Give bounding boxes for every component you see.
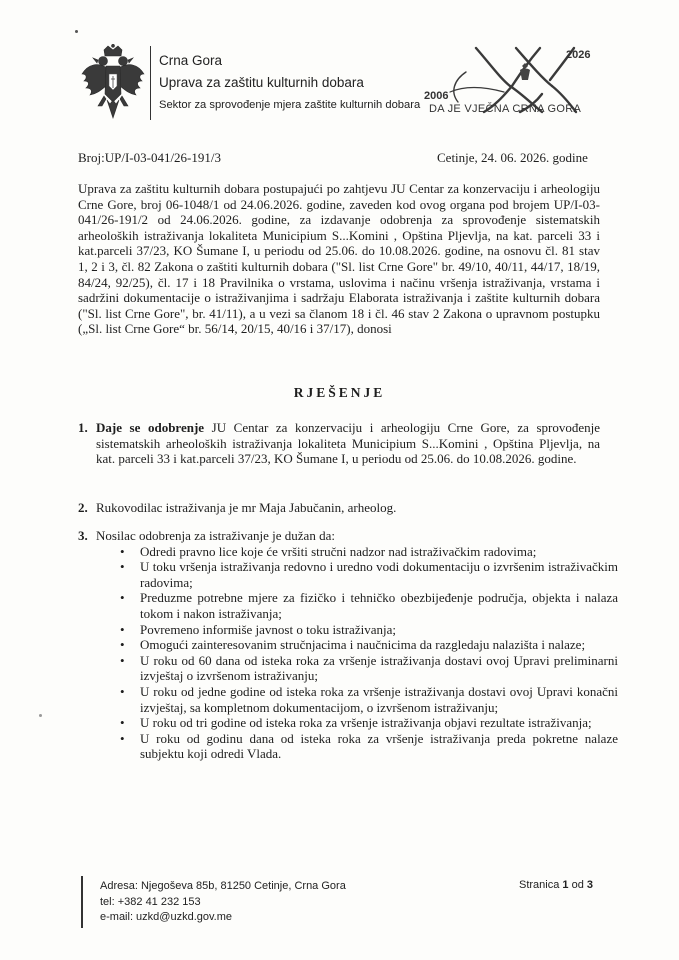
document-number: Broj:UP/I-03-041/26-191/3 (78, 150, 221, 165)
jubilee-year-end: 2026 (566, 49, 591, 61)
org-name: Uprava za zaštitu kulturnih dobara (159, 75, 364, 90)
page-current: 1 (562, 879, 569, 891)
list-item: • U roku od 60 dana od isteka roka za vršenje istraživanja dostavi ovoj Upravi preliminarni izvještaj o izvršenom istraživanju; (96, 653, 618, 684)
document-date: Cetinje, 24. 06. 2026. godine (437, 150, 588, 165)
obligations-list (96, 544, 618, 762)
org-country: Crna Gora (159, 53, 223, 68)
decision-item-3 (78, 528, 618, 762)
scan-speck (39, 714, 42, 717)
decision-title: RJEŠENJE (293, 385, 386, 400)
page-mid: od (568, 879, 587, 891)
list-item: • Omogući zainteresovanim stručnjacima i naučnicima da razgledaju nalazišta i nalaze; (96, 637, 618, 653)
list-item: • U roku od jedne godine od isteka roka za vršenje istraživanja dostavi ovoj Upravi konačni izvještaj, sa kompletnom dokumentacijom, o izvršenom istraživanju; (96, 684, 618, 715)
footer-phone: tel: +382 41 232 153 (100, 895, 201, 908)
page-number (519, 879, 593, 891)
intro-paragraph: Uprava za zaštitu kulturnih dobara postupajući po zahtjevu JU Centar za konzervaciju i arheologiju Crne Gore, broj 06-1048/1 od 24.06.2026. godine, zaveden kod ovog organa pod brojem UP/I-03-041/26-191/2 od 24.06.2026. godine, za izdavanje odobrenja za sprovođenje sistematskih arheoloških istraživanja lokaliteta Municipium S...Komini , Opština Pljevlja, na kat. parceli 33 i kat.parceli 37/23, KO Šumane I, u periodu od 25.06. do 10.08.2026. godine, na osnovu čl. 81 stav 1, 2 i 3, čl. 82 Zakona o zaštiti kulturnih dobara ("Sl. list Crne Gore" br. 49/10, 40/11, 44/17, 18/19, 84/24, 92/25), čl. 17 i 18 Pravilnika o vrstama, uslovima i načinu vršenja istraživanja, vrstama i sadržini dokumentacije o istraživanjima i sadržaju Elaborata istraživanja i zaštite kulturnih dobara ("Sl. list Crne Gore", br. 41/11), a u vezi sa članom 18 i čl. 46 stav 2 Zakona o upravnom postupku („Sl. list Crne Gore“ br. 56/14, 20/15, 40/16 i 37/17), donosi (78, 181, 600, 337)
decision-items (78, 420, 618, 762)
item-number: 1. (78, 420, 88, 435)
item-number: 2. (78, 500, 88, 515)
header-divider (150, 46, 151, 120)
item-body: JU Centar za konzervaciju i arheologiju Crne Gore, za sprovođenje sistematskih arheoloških istraživanja lokaliteta Municipium S...Komini , Opština Pljevlja, na kat. parceli 33 i kat.parceli 37/23, KO Šumane I, u periodu od 25.06. do 10.08.2026. godine. (96, 420, 600, 467)
page-total: 3 (586, 879, 594, 891)
jubilee-year-start: 2006 (424, 90, 449, 102)
coat-of-arms-icon (80, 44, 146, 126)
footer-email: e-mail: uzkd@uzkd.gov.me (100, 911, 233, 923)
list-item: • U roku od tri godine od isteka roka za vršenje istraživanja objavi rezultate istraživanja; (96, 715, 618, 731)
footer-divider (81, 876, 83, 928)
page-prefix: Stranica (519, 879, 563, 891)
decision-item-2 (78, 500, 618, 516)
list-item: • Povremeno informiše javnost o toku istraživanja; (96, 622, 618, 638)
org-sector: Sektor za sprovođenje mjera zaštite kulturnih dobara (159, 99, 421, 111)
scan-speck (75, 30, 78, 33)
list-item: • U roku od godinu dana od isteka roka za vršenje istraživanja preda pokretne nalaze subjektu koji odredi Vlada. (96, 731, 618, 762)
item-text: Nosilac odobrenja za istraživanje je dužan da: (96, 528, 335, 543)
footer-address: Adresa: Njegoševa 85b, 81250 Cetinje, Crna Gora (100, 880, 346, 892)
organization-block (159, 50, 420, 116)
footer-contact (100, 879, 346, 926)
item-bold-lead: Daje se odobrenje (96, 420, 205, 435)
item-text: Rukovodilac istraživanja je mr Maja Jabučanin, arheolog. (96, 500, 397, 515)
item-number: 3. (78, 528, 88, 543)
item-text (96, 420, 600, 467)
decision-item-1 (78, 420, 600, 467)
list-item: • U toku vršenja istraživanja redovno i uredno vodi dokumentaciju o izvršenim istraživačkim radovima; (96, 559, 618, 590)
list-item: • Preduzme potrebne mjere za fizičko i tehničko obezbijeđenje područja, objekta i nalaza tokom i nakon istraživanja; (96, 590, 618, 621)
jubilee-motto: DA JE VJEČNA CRNA GORA (429, 103, 582, 115)
list-item: • Odredi pravno lice koje će vršiti stručni nadzor nad istraživačkim radovima; (96, 544, 618, 560)
